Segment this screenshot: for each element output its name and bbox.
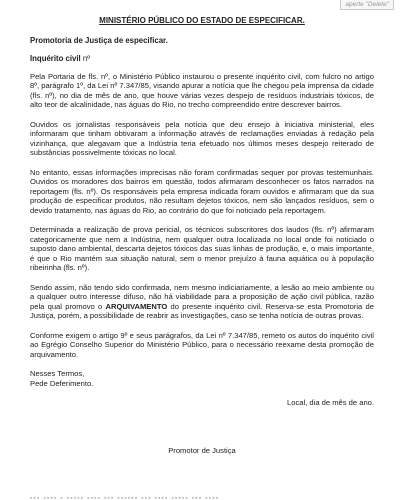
paragraph-6: Conforme exigem o artigo 9º e seus parágrafos, da Lei nº 7.347/85, remeto os autos do inquérito civil ao Egrégio Conselho Superior do Ministério Público, para o necessário reexame desta promoção de arquivamento. — [30, 330, 374, 359]
date-line: Local, dia de mês de ano. — [287, 398, 374, 407]
document-title: MINISTÉRIO PÚBLICO DO ESTADO DE ESPECIFICAR. — [99, 16, 305, 25]
closing-line-2: Pede Deferimento. — [30, 378, 94, 388]
arquivamento-keyword: ARQUIVAMENTO — [105, 301, 168, 311]
delete-hint-tooltip: aperte "Delete" — [340, 0, 394, 10]
inquerito-heading: Inquérito civil nº — [30, 54, 91, 63]
inquerito-number: nº — [82, 54, 91, 63]
document-body — [30, 16, 374, 455]
paragraph-2: Ouvidos os jornalistas responsáveis pela notícia que deu ensejo à iniciativa ministerial, eles informaram que tinham obtivaram a informação através de reclamações enviadas à redação pela vizinhança, que alegavam que a Indústria teria efetuado nos últimos meses despejo reiterado de substâncias possivelmente tóxicas no local. — [30, 119, 374, 157]
paragraph-5: Sendo assim, não tendo sido confirmada, nem mesmo indiciariamente, a lesão ao meio ambiente ou a qualquer outro interesse difuso, não há viabilidade para a proposição de ação civil pública, razão pela qual promovo o ARQUIVAMENTO do presente inquérito civil. Reserva-se esta Promotoria de Justiça, porém, a possibilidade de reabrir as investigações, caso se tenha notícia de outras provas. — [30, 282, 374, 320]
cut-off-text-strip: ▪▪▪ ▪▪▪▪ ▪ ▪▪▪▪▪ ▪▪▪▪ ▪▪▪ ▪▪▪▪▪▪ ▪▪▪ ▪▪▪▪ ▪▪▪▪▪ ▪▪▪ ▪▪▪▪ — [30, 495, 220, 500]
document-subtitle: Promotoria de Justiça de especificar. — [30, 35, 168, 45]
paragraph-1: Pela Portaria de fls. nº, o Ministério Público instaurou o presente inquérito civil, com fulcro no artigo 8º, parágrafo 1º, da Lei nº 7.347/85, visando apurar a notícia que lhe chegou pela imprensa da cidade (fls. nº), no dia de mês de ano, que houve várias vezes despejo de resíduos industriais tóxicos, de alto teor de alcalinidade, nas águas do Rio, no trecho compreendido entre descrever bairros. — [30, 71, 374, 109]
paragraph-4: Determinada a realização de prova pericial, os técnicos subscritores dos laudos (fls. nº) afirmaram categoricamente que nem a Indústria, nem qualquer outra localizada no local onde foi noticiado o suposto dano ambiental, descarta dejetos tóxicos das suas linhas de produção, e, o mais importante, é que o Rio mantém sua situação natural, sem o menor prejuízo à fauna aquática ou à população ribeirinha (fls. nº). — [30, 225, 374, 272]
signature-line: Promotor de Justiça — [168, 445, 236, 455]
closing-line-1: Nesses Termos, — [30, 369, 85, 378]
paragraph-3: No entanto, essas informações imprecisas não foram confirmadas sequer por provas testemunhais. Ouvidos os moradores dos bairros em questão, todos afirmaram desconhecer os fatos narrados na reportagem (fls. nº). Os responsáveis pela empresa indicada foram ouvidos e afirmaram que da sua produção de especificar produtos, não resultam dejetos tóxicos, nem são lançados resíduos, sem o devido tratamento, nas águas do Rio, ao contrário do que foi noticiado pela reportagem. — [30, 167, 374, 215]
